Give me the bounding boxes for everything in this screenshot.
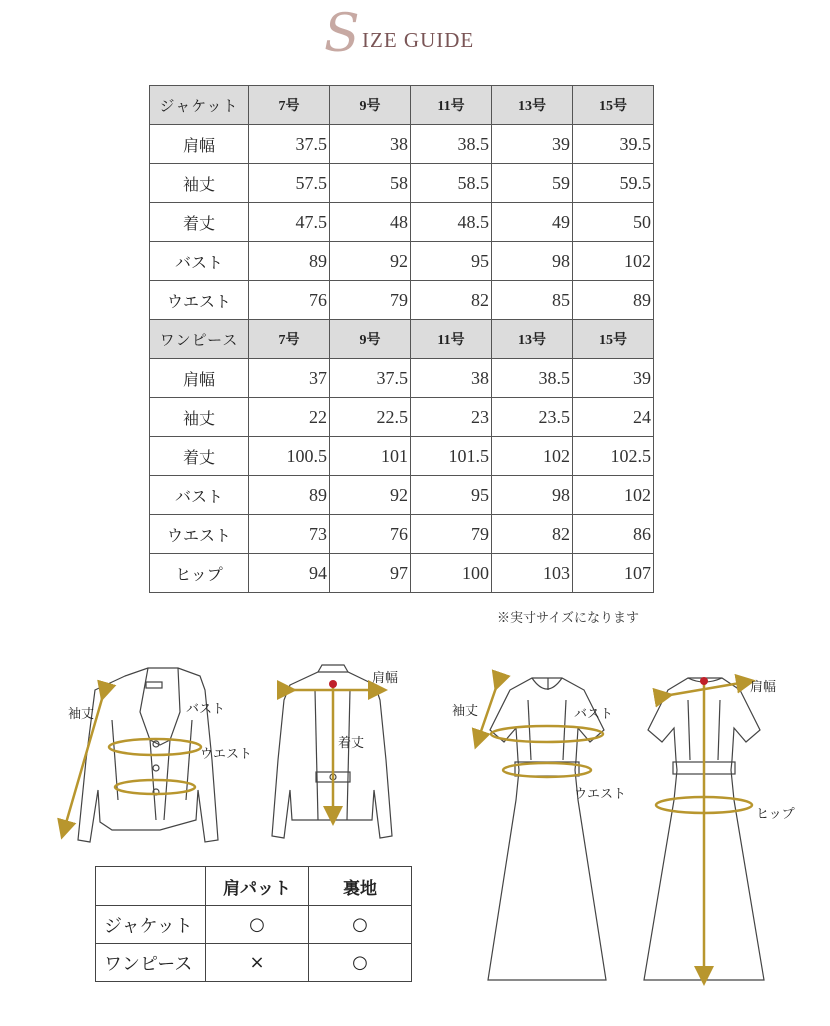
jacket-measurement-value: 85 [492, 281, 573, 320]
dress-measurement-value: 94 [249, 554, 330, 593]
jacket-size-header: 15号 [573, 86, 654, 125]
jacket-measurement-value: 39.5 [573, 125, 654, 164]
dress-measurement-value: 102 [573, 476, 654, 515]
label-jacket-length: 着丈 [338, 735, 365, 750]
jacket-measurement-value: 48 [330, 203, 411, 242]
label-dress-shoulder: 肩幅 [750, 679, 777, 694]
jacket-measurement-value: 39 [492, 125, 573, 164]
dress-measurement-value: 101.5 [411, 437, 492, 476]
measurement-note: ※実寸サイズになります [497, 610, 639, 625]
label-jacket-waist: ウエスト [200, 746, 253, 761]
title-rest: IZE GUIDE [362, 28, 475, 52]
spec-row-label: ワンピース [96, 944, 206, 982]
spec-lining-value: ○ [309, 906, 412, 944]
dress-measurement-label: 袖丈 [150, 398, 249, 437]
dress-measurement-label: 着丈 [150, 437, 249, 476]
dress-measurement-value: 107 [573, 554, 654, 593]
spec-header-row [96, 867, 412, 906]
dress-front-drawing [488, 678, 606, 980]
jacket-measurement-value: 82 [411, 281, 492, 320]
dress-measurement-value: 37 [249, 359, 330, 398]
jacket-measurement-value: 59.5 [573, 164, 654, 203]
jacket-measurement-value: 59 [492, 164, 573, 203]
dress-size-header: 9号 [330, 320, 411, 359]
jacket-measurement-value: 57.5 [249, 164, 330, 203]
dress-measurement-value: 24 [573, 398, 654, 437]
label-jacket-sleeve: 袖丈 [68, 706, 95, 721]
dress-measurement-value: 95 [411, 476, 492, 515]
jacket-measurement-value: 79 [330, 281, 411, 320]
jacket-measurement-label: 肩幅 [150, 125, 249, 164]
jacket-measurement-value: 58.5 [411, 164, 492, 203]
spec-pad-value: × [206, 944, 309, 982]
dress-measurement-value: 100.5 [249, 437, 330, 476]
dress-measurement-value: 97 [330, 554, 411, 593]
spec-header-pad: 肩パット [206, 867, 309, 906]
dress-measurement-value: 89 [249, 476, 330, 515]
spec-row-dress [96, 944, 412, 982]
jacket-measurement-value: 98 [492, 242, 573, 281]
jacket-measurement-value: 38.5 [411, 125, 492, 164]
jacket-measurement-value: 58 [330, 164, 411, 203]
dress-measurement-value: 82 [492, 515, 573, 554]
dress-measurement-label: ウエスト [150, 515, 249, 554]
dress-size-header: 11号 [411, 320, 492, 359]
dress-measurement-value: 23.5 [492, 398, 573, 437]
jacket-measurement-value: 92 [330, 242, 411, 281]
dress-measurement-value: 39 [573, 359, 654, 398]
dress-measurement-value: 23 [411, 398, 492, 437]
spec-header-blank [96, 867, 206, 906]
dress-measurement-label: 肩幅 [150, 359, 249, 398]
spec-row-jacket [96, 906, 412, 944]
dress-measurement-value: 79 [411, 515, 492, 554]
dress-measurement-label: バスト [150, 476, 249, 515]
spec-lining-value: ○ [309, 944, 412, 982]
spec-table [95, 866, 412, 982]
dress-back-measures [656, 677, 752, 976]
jacket-section-title: ジャケット [150, 86, 249, 125]
title-initial: S [324, 4, 360, 64]
dress-size-header: 7号 [249, 320, 330, 359]
dress-measurement-value: 76 [330, 515, 411, 554]
jacket-measurement-value: 50 [573, 203, 654, 242]
jacket-measurement-value: 76 [249, 281, 330, 320]
jacket-size-header: 7号 [249, 86, 330, 125]
dress-measurement-value: 22.5 [330, 398, 411, 437]
jacket-measurement-label: 着丈 [150, 203, 249, 242]
spec-pad-value: ○ [206, 906, 309, 944]
dress-measurement-value: 37.5 [330, 359, 411, 398]
dress-front-measures [478, 682, 603, 777]
jacket-measurement-value: 48.5 [411, 203, 492, 242]
jacket-back-measures [287, 680, 378, 816]
dress-measurement-value: 98 [492, 476, 573, 515]
jacket-measurement-value: 49 [492, 203, 573, 242]
dress-measurement-value: 101 [330, 437, 411, 476]
label-jacket-shoulder: 肩幅 [372, 670, 399, 685]
jacket-measurement-value: 89 [573, 281, 654, 320]
label-dress-bust: バスト [574, 706, 614, 721]
label-dress-waist: ウエスト [574, 786, 627, 801]
dress-measurement-label: ヒップ [150, 554, 249, 593]
jacket-measurement-value: 47.5 [249, 203, 330, 242]
dress-section-title: ワンピース [150, 320, 249, 359]
dress-measurement-value: 102 [492, 437, 573, 476]
jacket-size-header: 13号 [492, 86, 573, 125]
dress-measurement-value: 92 [330, 476, 411, 515]
jacket-size-header: 9号 [330, 86, 411, 125]
dress-measurement-value: 86 [573, 515, 654, 554]
dress-measurement-value: 38 [411, 359, 492, 398]
dress-measurement-value: 103 [492, 554, 573, 593]
jacket-measurement-value: 37.5 [249, 125, 330, 164]
jacket-measurement-label: 袖丈 [150, 164, 249, 203]
spec-header-lining: 裏地 [309, 867, 412, 906]
jacket-measurement-label: ウエスト [150, 281, 249, 320]
jacket-measurement-label: バスト [150, 242, 249, 281]
label-dress-sleeve: 袖丈 [452, 703, 479, 718]
label-dress-hip: ヒップ [756, 806, 795, 821]
dress-size-header: 13号 [492, 320, 573, 359]
label-jacket-bust: バスト [186, 701, 226, 716]
jacket-size-header: 11号 [411, 86, 492, 125]
jacket-measurement-value: 89 [249, 242, 330, 281]
jacket-measurement-value: 102 [573, 242, 654, 281]
jacket-measurement-value: 38 [330, 125, 411, 164]
dress-measurement-value: 22 [249, 398, 330, 437]
dress-measurement-value: 73 [249, 515, 330, 554]
dress-measurement-value: 102.5 [573, 437, 654, 476]
dress-measurement-value: 38.5 [492, 359, 573, 398]
dress-size-header: 15号 [573, 320, 654, 359]
spec-row-label: ジャケット [96, 906, 206, 944]
jacket-measurement-value: 95 [411, 242, 492, 281]
dress-measurement-value: 100 [411, 554, 492, 593]
